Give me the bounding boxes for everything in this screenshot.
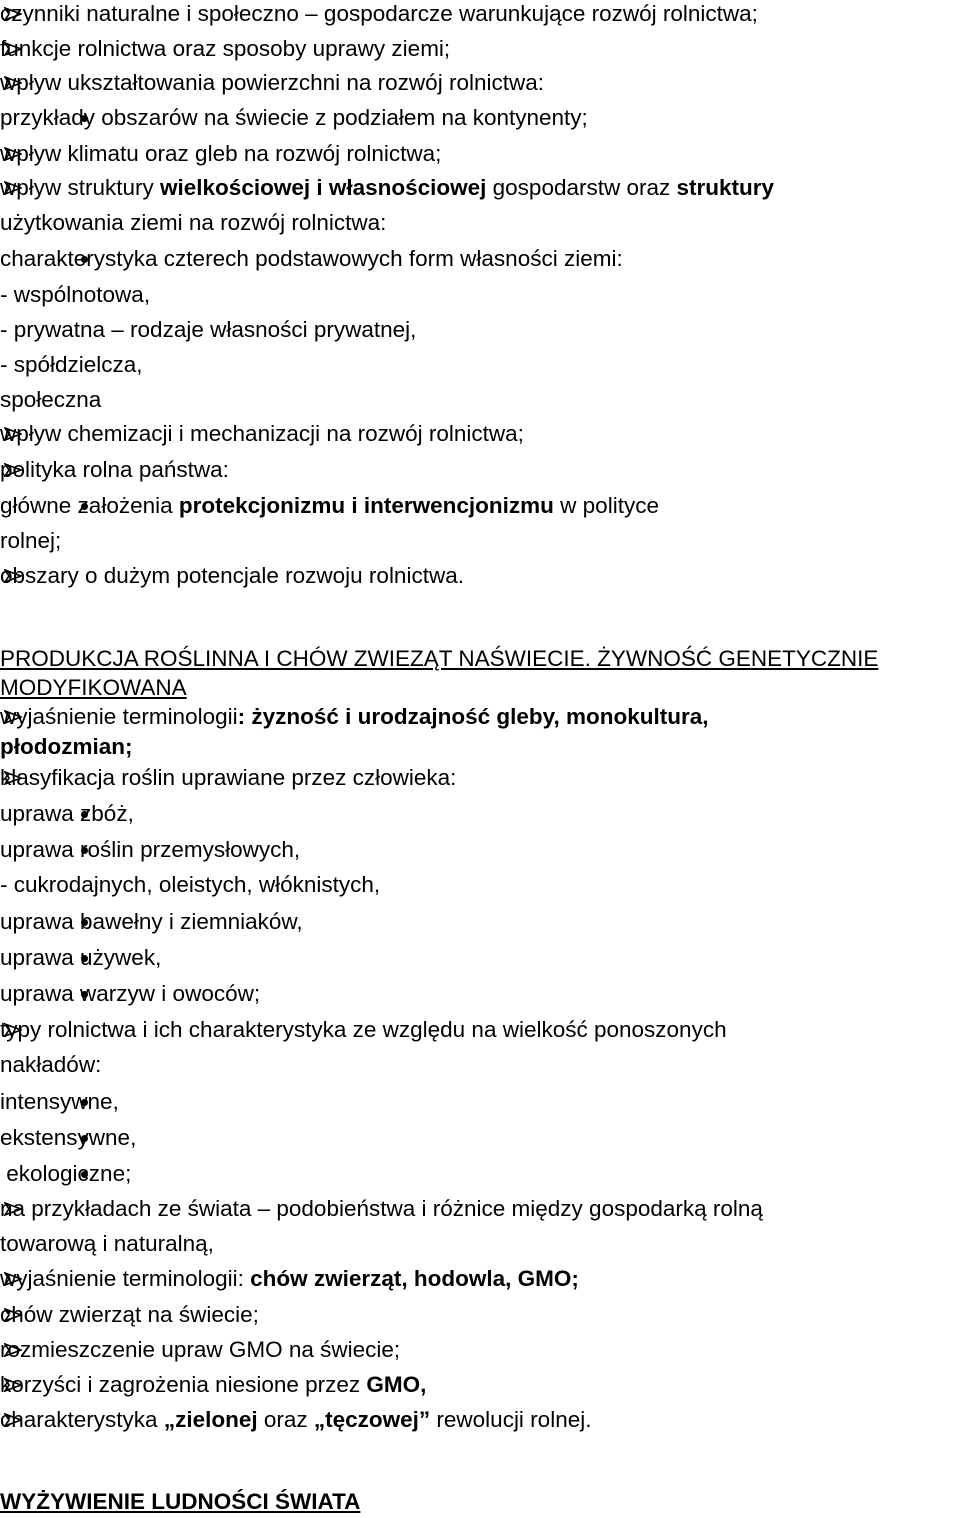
list-item-text: chów zwierząt na świecie; <box>0 1302 259 1327</box>
sub-list-item-text: uprawa zbóż, <box>0 801 134 826</box>
sub-list-item-text: ekstensywne, <box>0 1125 137 1150</box>
list-item-text: płodozmian; <box>0 734 133 759</box>
list-item-text: wpływ ukształtowania powierzchni na rozwój rolnictwa: <box>0 70 544 95</box>
sub-list-item-text: intensywne, <box>0 1089 119 1114</box>
list-item-text: klasyfikacja roślin uprawiane przez człowieka: <box>0 765 457 790</box>
section-heading-text: WYŻYWIENIE LUDNOŚCI ŚWIATA <box>0 1489 361 1514</box>
section-heading-text: PRODUKCJA ROŚLINNA I CHÓW ZWIEZĄT NAŚWIECIE. ŻYWNOŚĆ GENETYCZNIE <box>0 646 879 671</box>
list-item-text: typy rolnictwa i ich charakterystyka ze względu na wielkość ponoszonych <box>0 1017 727 1042</box>
list-item-text: charakterystyka „zielonej oraz „tęczowej” rewolucji rolnej. <box>0 1407 592 1432</box>
sub-list-detail-text: - wspólnotowa, <box>0 282 151 307</box>
list-item-text: funkcje rolnictwa oraz sposoby uprawy ziemi; <box>0 36 451 61</box>
sub-list-item-text: charakterystyka czterech podstawowych form własności ziemi: <box>0 246 623 271</box>
list-item-text: obszary o dużym potencjale rozwoju rolnictwa. <box>0 563 464 588</box>
list-item-text: wyjaśnienie terminologii: żyzność i urodzajność gleby, monokultura, <box>0 704 709 729</box>
sub-list-item-text: główne założenia protekcjonizmu i interwencjonizmu w polityce <box>0 493 659 518</box>
sub-list-item-text: rolnej; <box>0 528 62 553</box>
sub-list-item-text: uprawa warzyw i owoców; <box>0 981 261 1006</box>
list-item-text: rozmieszczenie upraw GMO na świecie; <box>0 1337 401 1362</box>
list-item-text: użytkowania ziemi na rozwój rolnictwa: <box>0 210 387 235</box>
list-item-text: nakładów: <box>0 1052 102 1077</box>
list-item-text: korzyści i zagrożenia niesione przez GMO, <box>0 1372 427 1397</box>
list-item-text: towarową i naturalną, <box>0 1231 214 1256</box>
sub-list-detail-text: - cukrodajnych, oleistych, włóknistych, <box>0 872 381 897</box>
section-heading-text: MODYFIKOWANA <box>0 675 187 700</box>
sub-list-item-text: ekologiczne; <box>0 1161 132 1186</box>
sub-list-detail-text: - prywatna – rodzaje własności prywatnej, <box>0 317 417 342</box>
list-item-text: wyjaśnienie terminologii: chów zwierząt, hodowla, GMO; <box>0 1266 579 1291</box>
sub-list-detail-text: społeczna <box>0 387 102 412</box>
list-item-text: wpływ struktury wielkościowej i własnościowej gospodarstw oraz struktury <box>0 175 775 200</box>
list-item-text: na przykładach ze świata – podobieństwa i różnice między gospodarką rolną <box>0 1196 763 1221</box>
sub-list-detail-text: - spółdzielcza, <box>0 352 143 377</box>
sub-list-item-text: uprawa używek, <box>0 945 162 970</box>
list-item-text: czynniki naturalne i społeczno – gospodarcze warunkujące rozwój rolnictwa; <box>0 1 758 26</box>
list-item-text: wpływ klimatu oraz gleb na rozwój rolnictwa; <box>0 141 442 166</box>
sub-list-item-text: uprawa roślin przemysłowych, <box>0 837 301 862</box>
sub-list-item-text: przykłady obszarów na świecie z podziałem na kontynenty; <box>0 105 588 130</box>
list-item-text: polityka rolna państwa: <box>0 457 229 482</box>
sub-list-item-text: uprawa bawełny i ziemniaków, <box>0 909 303 934</box>
list-item-text: wpływ chemizacji i mechanizacji na rozwój rolnictwa; <box>0 421 524 446</box>
